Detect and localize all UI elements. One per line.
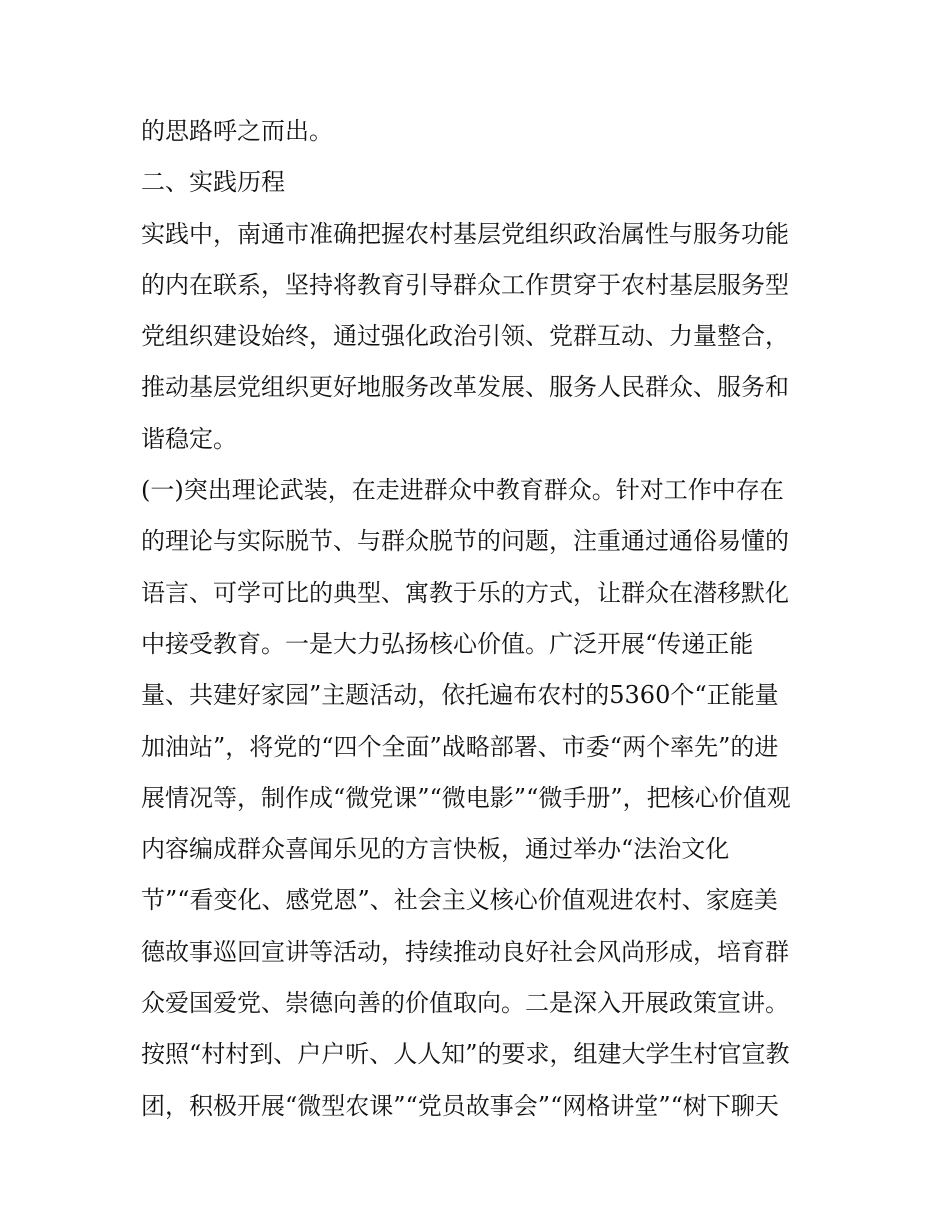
text-line: 的思路呼之而出。	[141, 117, 333, 145]
text-line: 展情况等，制作成“微党课”“微电影”“微手册”，把核心价值观	[141, 783, 791, 812]
text-line: 众爱国爱党、崇德向善的价值取向。二是深入开展政策宣讲。	[141, 989, 789, 1018]
text-line: 谐稳定。	[141, 424, 237, 453]
text-line: 实践中，南通市准确把握农村基层党组织政治属性与服务功能	[141, 219, 789, 248]
text-line: 的内在联系，坚持将教育引导群众工作贯穿于农村基层服务型	[141, 270, 789, 299]
text-line: 按照“村村到、户户听、人人知”的要求，组建大学生村官宣教	[141, 1040, 790, 1069]
text-line: 量、共建好家园”主题活动，依托遍布农村的5360个“正能量	[141, 681, 779, 710]
text-line: 党组织建设始终，通过强化政治引领、党群互动、力量整合，	[141, 322, 789, 351]
text-line: 内容编成群众喜闻乐见的方言快板，通过举办“法治文化	[141, 835, 730, 864]
subsection-heading-line: (一)突出理论武装，在走进群众中教育群众。针对工作中存在	[141, 476, 784, 505]
text-line: 语言、可学可比的典型、寓教于乐的方式，让群众在潜移默化	[141, 578, 789, 607]
text-line: 德故事巡回宣讲等活动，持续推动良好社会风尚形成，培育群	[141, 937, 789, 966]
body-text	[141, 106, 821, 1132]
text-line: 中接受教育。一是大力弘扬核心价值。广泛开展“传递正能	[141, 629, 754, 658]
text-line: 节”“看变化、感党恩”、社会主义核心价值观进农村、家庭美	[141, 886, 778, 915]
text-line: 加油站”，将党的“四个全面”战略部署、市委“两个率先”的进	[141, 732, 779, 761]
text-line: 团，积极开展“微型农课”“党员故事会”“网格讲堂”“树下聊天	[141, 1091, 779, 1120]
text-line: 的理论与实际脱节、与群众脱节的问题，注重通过通俗易懂的	[141, 527, 789, 556]
section-heading: 二、实践历程	[141, 168, 285, 197]
text-line: 推动基层党组织更好地服务改革发展、服务人民群众、服务和	[141, 373, 789, 402]
